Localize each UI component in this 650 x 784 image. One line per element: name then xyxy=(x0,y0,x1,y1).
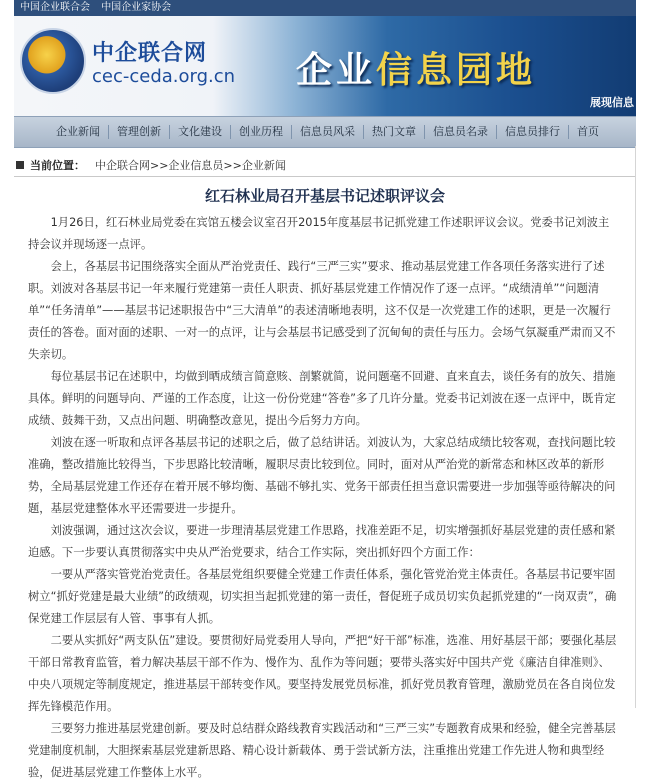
article-paragraph: 每位基层书记在述职中，均做到晒成绩言简意赅、剖繁就简，说问题毫不回避、直来直去，谈任务有的放矢、措施具体。鲜明的问题导向、严谨的工作态度，让这一份份党建“答卷”多了几许分量。党委书记刘波在逐一点评中，既肯定成绩、鼓舞干劲，又点出问题、明确整改意见，提出今后努力方向。 xyxy=(28,370,616,427)
nav-item-innovation[interactable]: 管理创新 xyxy=(109,125,170,139)
logo-url: cec-ceda.org.cn xyxy=(92,66,236,87)
nav-item-ranking[interactable]: 信息员排行 xyxy=(497,125,569,139)
nav-item-popular[interactable]: 热门文章 xyxy=(364,125,425,139)
breadcrumb xyxy=(14,154,636,177)
nav-item-news[interactable]: 企业新闻 xyxy=(48,125,109,139)
banner-title-gold: 信息园地 xyxy=(376,50,537,91)
banner-subtitle: 展现信息 xyxy=(590,96,634,109)
header-banner xyxy=(14,16,636,116)
breadcrumb-label: 当前位置： xyxy=(30,159,85,172)
main-nav xyxy=(14,116,636,148)
banner-title xyxy=(296,42,536,93)
article-body xyxy=(14,212,636,784)
square-bullet-icon xyxy=(16,161,24,169)
content-border xyxy=(635,146,636,708)
top-link-ceda[interactable]: 中国企业家协会 xyxy=(101,2,172,13)
nav-item-home[interactable]: 首页 xyxy=(577,125,599,138)
nav-item-directory[interactable]: 信息员名录 xyxy=(425,125,497,139)
article-paragraph: 二要从实抓好“两支队伍”建设。要贯彻好局党委用人导向，严把“好干部”标准，选准、用好基层干部；要强化基层干部日常教育监管，着力解决基层干部不作为、慢作为、乱作为等问题；要带头落实好中国共产党《廉洁自律准则》、中央八项规定等制度规定，推进基层干部转变作风。要坚持发展党员标准，抓好党员教育管理，激励党员在各自岗位发挥先锋模范作用。 xyxy=(28,634,617,713)
nav-item-profiles[interactable]: 信息员风采 xyxy=(292,125,364,139)
logo-title[interactable]: 中企联合网 xyxy=(92,41,208,66)
top-link-cec[interactable]: 中国企业联合会 xyxy=(20,2,90,13)
breadcrumb-path[interactable]: 中企联合网>>企业信息员>>企业新闻 xyxy=(95,159,286,172)
article-paragraph: 三要努力推进基层党建创新。要及时总结群众路线教育实践活动和“三严三实”专题教育成果和经验，健全完善基层党建制度机制，大胆探索基层党建新思路、精心设计新载体、勇于尝试新方法，注重推出党建工作先进人物和典型经验，促进基层党建工作整体上水平。 xyxy=(28,722,616,779)
logo-emblem-icon[interactable] xyxy=(20,28,86,94)
article-paragraph: 1月26日，红石林业局党委在宾馆五楼会议室召开2015年度基层书记抓党建工作述职评议会议。党委书记刘波主持会议并现场逐一点评。 xyxy=(28,216,610,251)
article-paragraph: 刘波强调，通过这次会议，要进一步理清基层党建工作思路，找准差距不足，切实增强抓好基层党建的责任感和紧迫感。下一步要认真贯彻落实中央从严治党要求，结合工作实际，突出抓好四个方面工作： xyxy=(28,524,616,559)
article-paragraph: 一要从严落实管党治党责任。各基层党组织要健全党建工作责任体系，强化管党治党主体责任。各基层书记要牢固树立“抓好党建是最大业绩”的政绩观，切实担当起抓党建的第一责任，督促班子成员切实负起抓党建的“一岗双责”，确保党建工作层层有人管、事事有人抓。 xyxy=(28,568,617,625)
nav-item-culture[interactable]: 文化建设 xyxy=(170,125,231,139)
top-link-bar xyxy=(14,0,636,16)
page xyxy=(14,0,636,779)
banner-title-white: 企业 xyxy=(296,50,377,91)
article-paragraph: 会上，各基层书记围绕落实全面从严治党责任、践行“三严三实”要求、推动基层党建工作各项任务落实进行了述职。刘波对各基层书记一年来履行党建第一责任人职责、抓好基层党建工作情况作了逐一点评。“成绩清单”“问题清单”“任务清单”——基层书记述职报告中“三大清单”的表述清晰地表明，这不仅是一次党建工作的述职，更是一次履行责任的答卷。面对面的述职、一对一的点评，让与会基层书记感受到了沉甸甸的责任与压力。会场气氛凝重严肃而又不失亲切。 xyxy=(28,260,616,361)
article-title: 红石林业局召开基层书记述职评议会 xyxy=(204,187,445,205)
nav-item-history[interactable]: 创业历程 xyxy=(231,125,292,139)
article-paragraph: 刘波在逐一听取和点评各基层书记的述职之后，做了总结讲话。刘波认为，大家总结成绩比较客观，查找问题比较准确，整改措施比较得当，下步思路比较清晰，履职尽责比较到位。同时，面对从严治党的新常态和林区改革的新形势，全局基层党建工作还存在着开展不够均衡、基础不够扎实、党务干部责任担当意识需要进一步加强等亟待解决的问题，基层党建整体水平还需要进一步提升。 xyxy=(28,436,616,515)
